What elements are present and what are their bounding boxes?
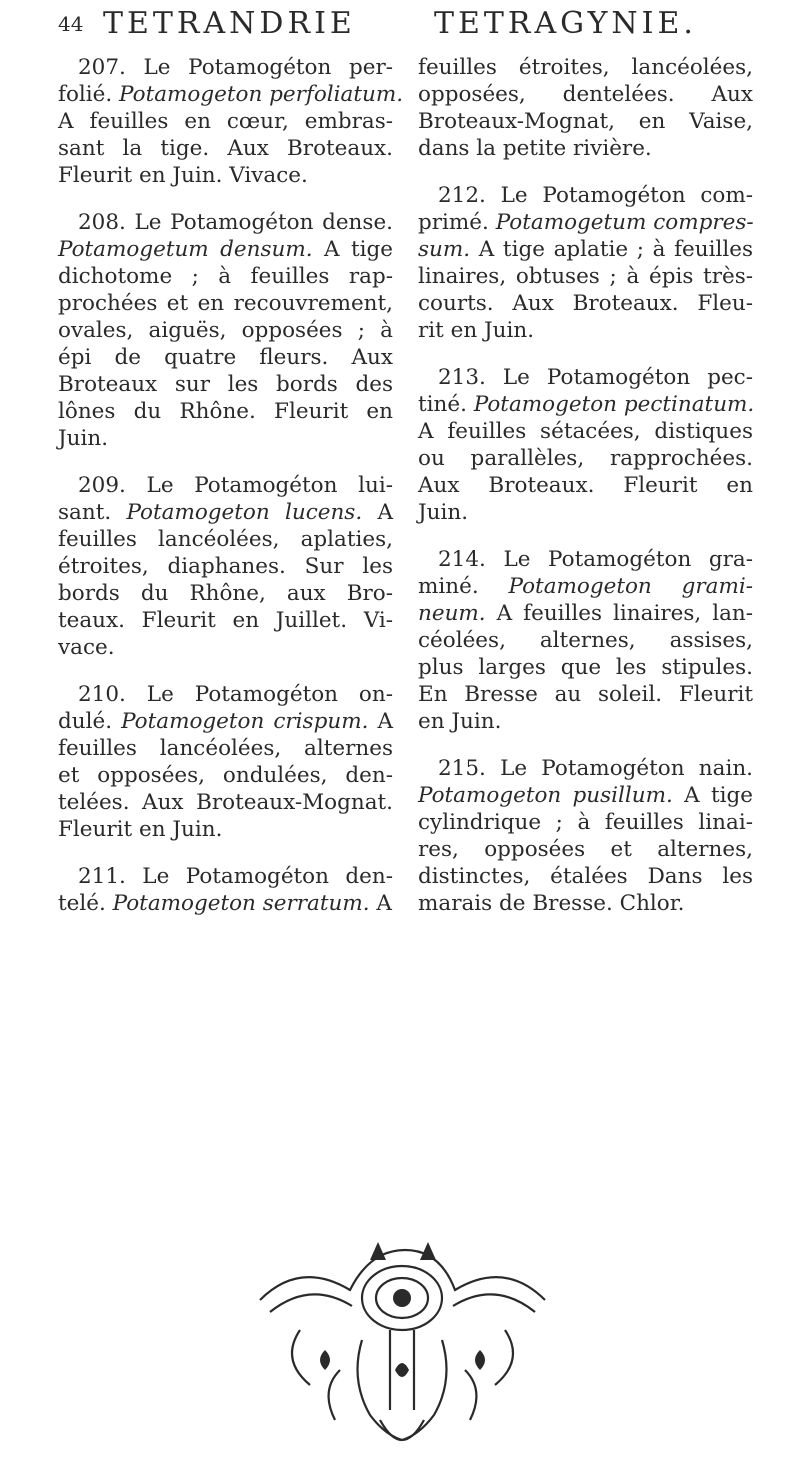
text-line: 207. Le Potamogéton per- xyxy=(78,55,393,80)
text-line: ovales, aiguës, opposées ; à xyxy=(58,318,393,343)
text-line: céolées, alternes, assises, xyxy=(418,628,753,653)
entry xyxy=(418,546,753,735)
text-line: marais de Bresse. Chlor. xyxy=(418,891,685,916)
entry xyxy=(418,182,753,344)
text-line: opposées, dentelées. Aux xyxy=(418,82,753,107)
text-line: épi de quatre fleurs. Aux xyxy=(58,345,393,370)
text-line: 209. Le Potamogéton lui- xyxy=(78,473,393,498)
text-line: Potamogetum densum. A tige xyxy=(58,237,393,262)
text-line: étroites, diaphanes. Sur les xyxy=(58,554,393,579)
text-line: folié. Potamogeton perfoliatum. xyxy=(58,82,404,107)
text-line: lônes du Rhône. Fleurit en xyxy=(58,399,393,424)
text-line: vace. xyxy=(58,635,115,660)
entry xyxy=(418,755,753,917)
text-line: 211. Le Potamogéton den- xyxy=(78,864,393,889)
right-column xyxy=(418,54,753,937)
text-line: telées. Aux Broteaux-Mognat. xyxy=(58,790,393,815)
text-line: miné. Potamogeton grami- xyxy=(418,574,753,599)
entry xyxy=(58,472,393,661)
running-header xyxy=(58,6,758,46)
text-line: dans la petite rivière. xyxy=(418,136,652,161)
right-running-title: TETRAGYNIE. xyxy=(434,6,697,41)
entry xyxy=(418,364,753,526)
text-line: et opposées, ondulées, den- xyxy=(58,763,393,788)
text-line: linaires, obtuses ; à épis très- xyxy=(418,264,753,289)
text-line: A feuilles sétacées, distiques xyxy=(418,419,753,444)
text-line: neum. A feuilles linaires, lan- xyxy=(418,601,753,626)
text-line: prochées et en recouvrement, xyxy=(58,291,393,316)
text-line: Potamogeton pusillum. A tige xyxy=(418,783,754,808)
text-line: Broteaux-Mognat, en Vaise, xyxy=(418,109,753,134)
text-line: Fleurit en Juin. Vivace. xyxy=(58,163,308,188)
text-line: cylindrique ; à feuilles linai- xyxy=(418,810,753,835)
text-line: sant. Potamogeton lucens. A xyxy=(58,500,393,525)
left-column xyxy=(58,54,404,937)
text-line: sum. A tige aplatie ; à feuilles xyxy=(418,237,753,262)
page-number: 44 xyxy=(58,12,84,36)
text-line: dichotome ; à feuilles rap- xyxy=(58,264,393,289)
text-line: en Juin. xyxy=(418,709,502,734)
text-line: res, opposées et alternes, xyxy=(418,837,753,862)
text-line: feuilles lancéolées, aplaties, xyxy=(58,527,393,552)
text-line: ou parallèles, rapprochées. xyxy=(418,446,753,471)
text-line: rit en Juin. xyxy=(418,318,535,343)
vignette-ornament-icon xyxy=(240,1220,565,1450)
entry xyxy=(418,54,753,162)
text-line: dulé. Potamogeton crispum. A xyxy=(58,709,393,734)
text-line: Fleurit en Juin. xyxy=(58,817,223,842)
text-line: Broteaux sur les bords des xyxy=(58,372,393,397)
left-running-title: TETRANDRIE xyxy=(103,6,356,41)
text-line: telé. Potamogeton serratum. A xyxy=(58,891,392,916)
text-line: feuilles lancéolées, alternes xyxy=(58,736,393,761)
text-line: plus larges que les stipules. xyxy=(418,655,753,680)
text-line: 214. Le Potamogéton gra- xyxy=(438,547,753,572)
text-line: bords du Rhône, aux Bro- xyxy=(58,581,393,606)
entry xyxy=(58,209,393,452)
text-line: courts. Aux Broteaux. Fleu- xyxy=(418,291,753,316)
text-line: primé. Potamogetum compres- xyxy=(418,210,754,235)
entry xyxy=(58,863,393,917)
text-line: Juin. xyxy=(418,500,469,525)
entry xyxy=(58,54,404,189)
text-line: Juin. xyxy=(58,426,109,451)
text-line: A feuilles en cœur, embras- xyxy=(58,109,393,134)
text-line: 213. Le Potamogéton pec- xyxy=(438,365,753,390)
text-line: feuilles étroites, lancéolées, xyxy=(418,55,753,80)
entry xyxy=(58,681,393,843)
text-line: tiné. Potamogeton pectinatum. xyxy=(418,392,755,417)
text-line: Aux Broteaux. Fleurit en xyxy=(418,473,753,498)
text-line: sant la tige. Aux Broteaux. xyxy=(58,136,393,161)
text-line: En Bresse au soleil. Fleurit xyxy=(418,682,753,707)
text-line: teaux. Fleurit en Juillet. Vi- xyxy=(58,608,393,633)
text-line: distinctes, étalées Dans les xyxy=(418,864,753,889)
text-line: 215. Le Potamogéton nain. xyxy=(438,756,753,781)
text-line: 208. Le Potamogéton dense. xyxy=(78,210,393,235)
text-line: 212. Le Potamogéton com- xyxy=(438,183,753,208)
text-line: 210. Le Potamogéton on- xyxy=(78,682,393,707)
